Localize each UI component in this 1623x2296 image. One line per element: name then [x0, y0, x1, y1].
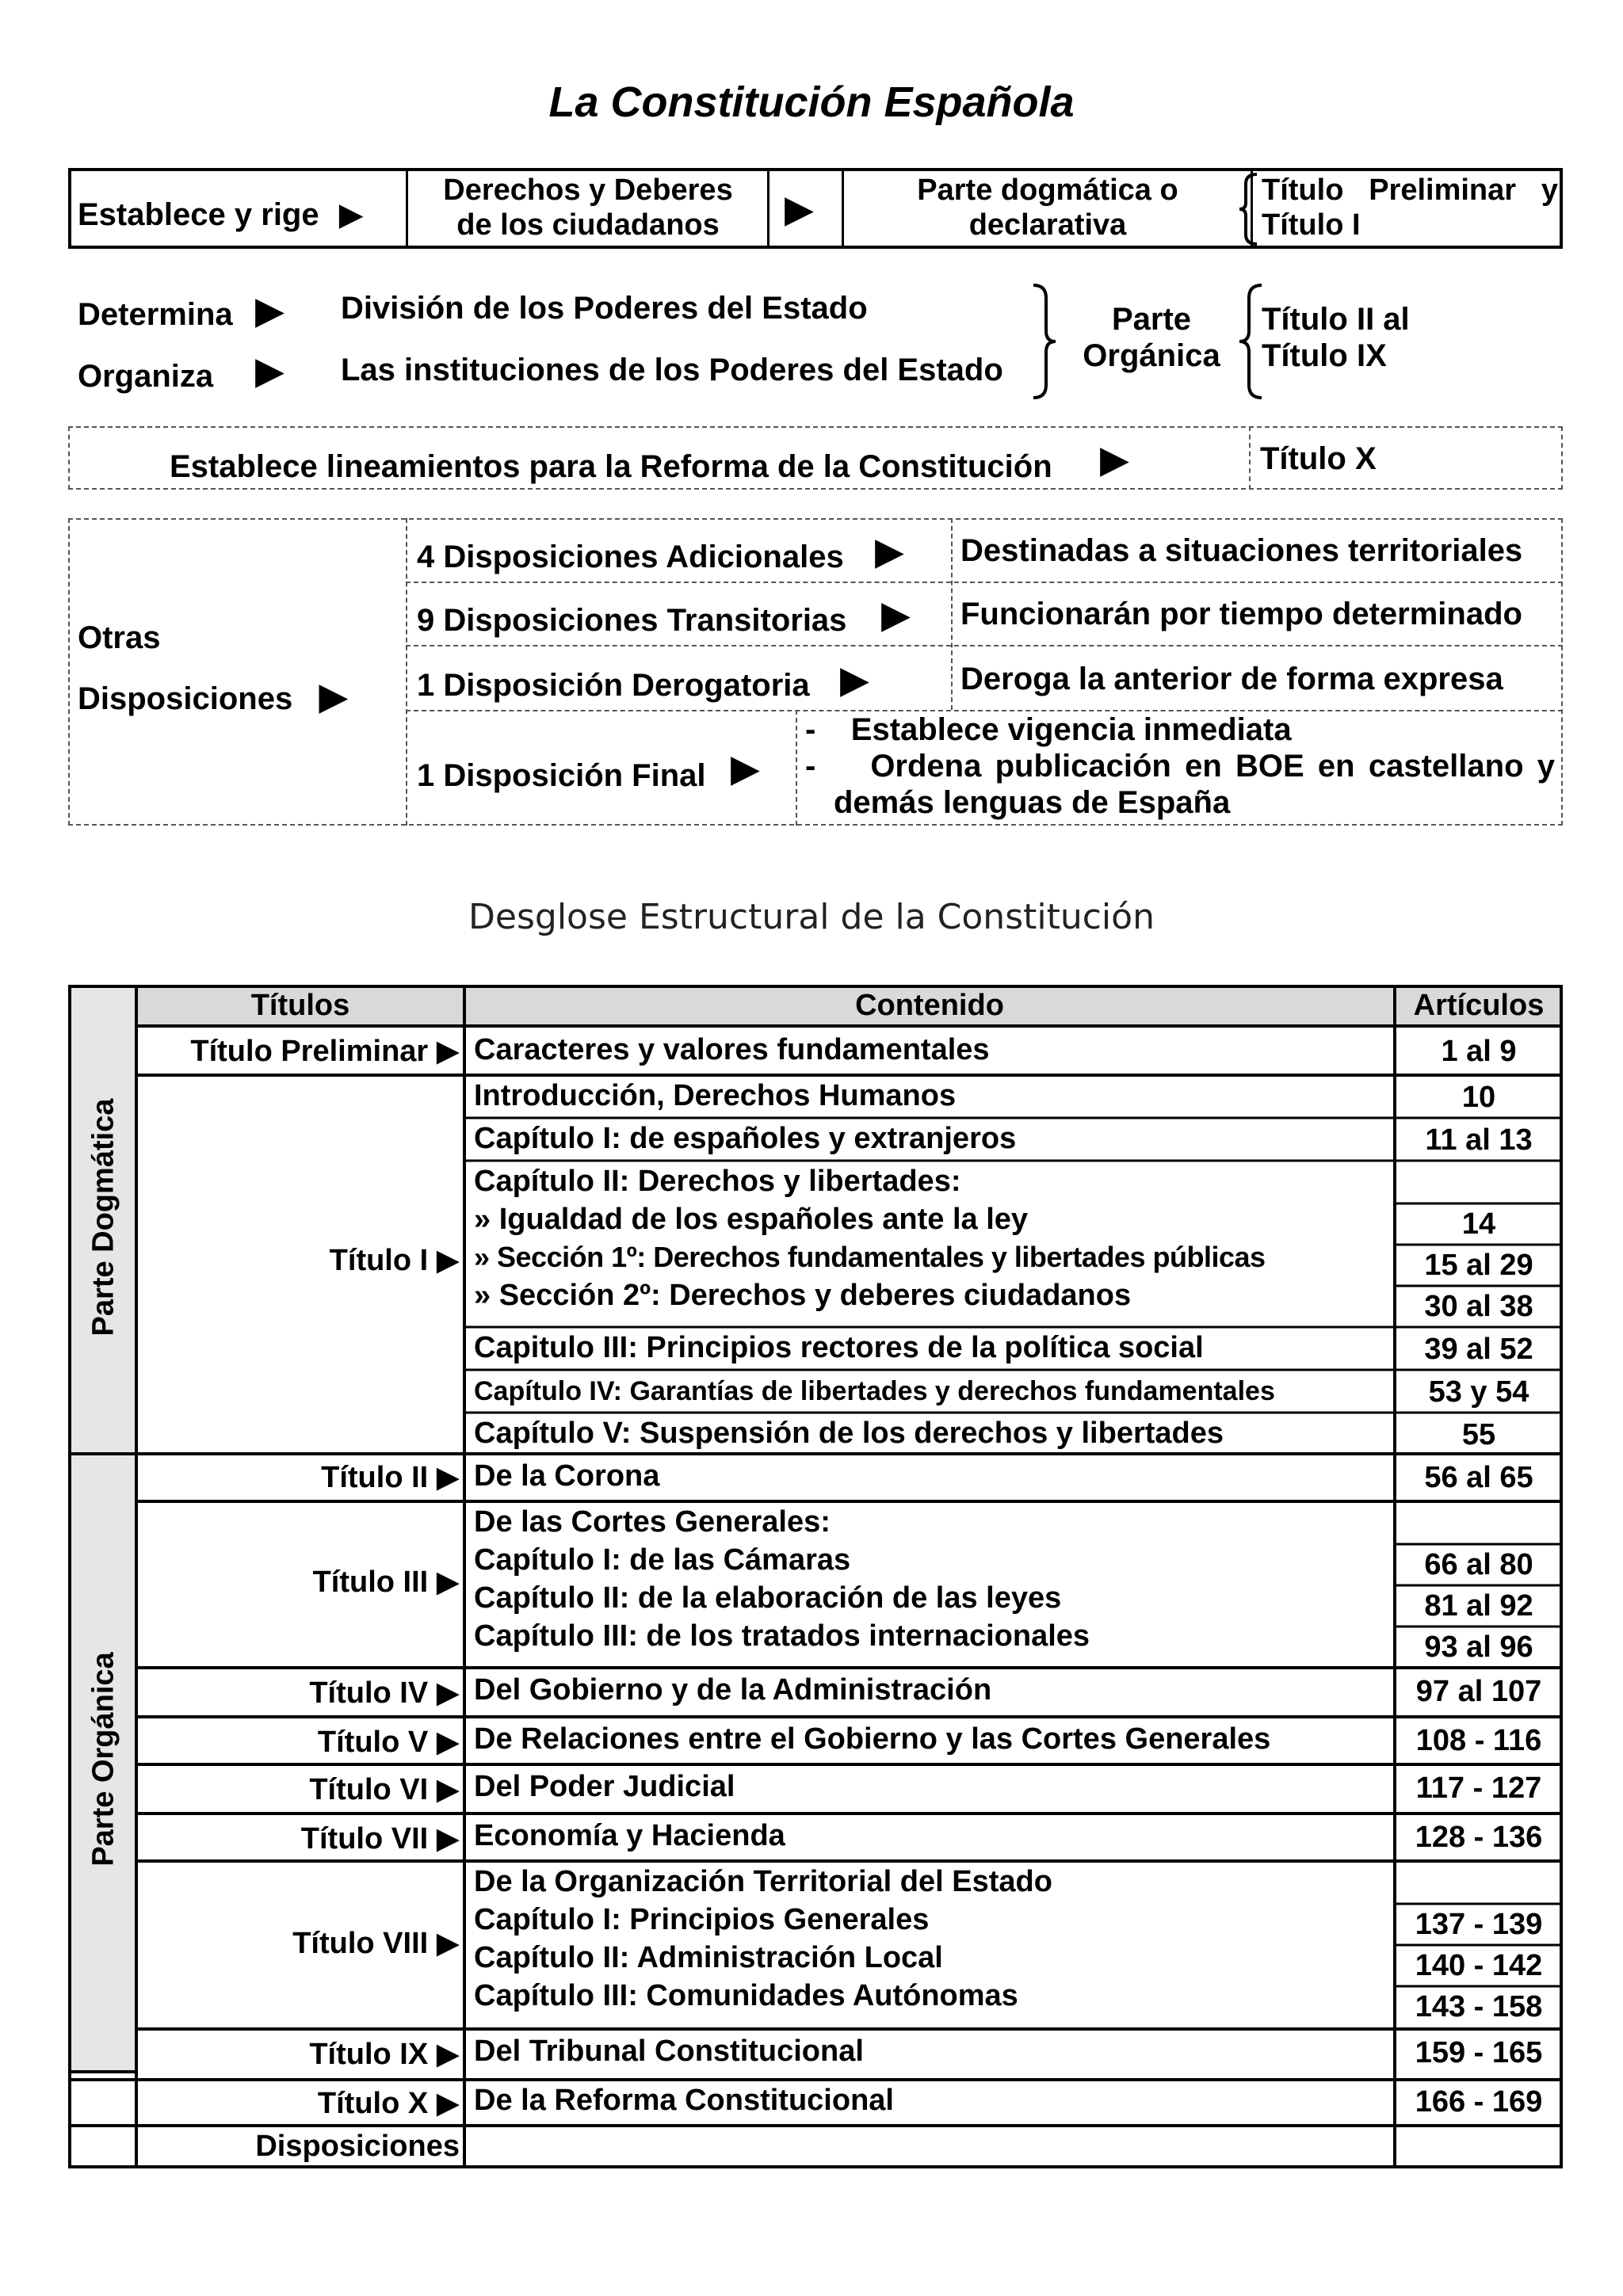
titulo-vi-title: Título VI ▶: [309, 1773, 460, 1806]
otras-label: [78, 620, 161, 656]
t1-c5: Capítulo IV: Garantías de libertades y derechos fundamentales: [474, 1376, 1275, 1406]
t10-contenido: De la Reforma Constitucional: [474, 2084, 894, 2117]
titulo-vii-title: Título VII ▶: [300, 1822, 460, 1855]
arrow-right-icon: ▶: [436, 1822, 460, 1855]
structure-table: [68, 985, 1563, 2168]
arrow-right-icon: ▶: [436, 1461, 460, 1494]
t3-c2: Capítulo II: de la elaboración de las leyes: [474, 1581, 1062, 1615]
header-contenido: Contenido: [855, 989, 1004, 1022]
instituciones-text: Las instituciones de los Poderes del Estado: [341, 353, 1003, 387]
disp-derogatoria: [417, 667, 810, 704]
otras-hline-1: [406, 582, 1563, 583]
titulo-ii-line: Título II al: [1262, 302, 1410, 337]
titulo-iv-title: Título IV ▶: [309, 1676, 460, 1710]
arrow-right-icon: ▶: [436, 2038, 460, 2071]
arrow-right-icon: ▶: [436, 1726, 460, 1759]
disp-adicionales-text: 4 Disposiciones Adicionales: [417, 540, 844, 574]
t1-a6: 55: [1461, 1418, 1496, 1451]
disposiciones-title: Disposiciones: [255, 2130, 460, 2163]
t4-contenido: Del Gobierno y de la Administración: [474, 1673, 992, 1707]
otras-divider-1: [406, 518, 407, 826]
t8-c0: De la Organización Territorial del Estado: [474, 1865, 1052, 1898]
disp-transitorias: [417, 602, 846, 639]
t10-art: 166 - 169: [1415, 2085, 1543, 2119]
disp-derogatoria-text: 1 Disposición Derogatoria: [417, 668, 810, 703]
disp-final-desc: [805, 711, 1555, 821]
titulo-prelim-line1: Título Preliminar y: [1262, 174, 1558, 207]
page-title: La Constitución Española: [548, 78, 1075, 126]
arrow-right-icon: ▶: [436, 1773, 460, 1806]
t5-art: 108 - 116: [1415, 1724, 1542, 1757]
arrow-right-icon: ▶: [881, 594, 911, 636]
group-organica-label: Parte Orgánica: [86, 1652, 120, 1867]
t9-art: 159 - 165: [1415, 2036, 1543, 2069]
titulo-preliminar-title: Título Preliminar ▶: [190, 1035, 460, 1068]
derechos-deberes-cell: [411, 173, 766, 242]
reforma-label: [170, 448, 1052, 485]
parte-line1: Parte: [1111, 302, 1192, 337]
parte-line2: Orgánica: [1083, 338, 1220, 373]
disp-transitorias-text: 9 Disposiciones Transitorias: [417, 603, 847, 638]
arrow-right-icon: ▶: [436, 1676, 460, 1710]
final-desc-line3: demás lenguas de España: [834, 785, 1231, 820]
arrow-right-icon: ▶: [255, 290, 285, 332]
division-poderes-text: División de los Poderes del Estado: [341, 291, 868, 326]
derechos-line2: de los ciudadanos: [456, 208, 720, 242]
section-heading: Desglose Estructural de la Constitución: [468, 897, 1155, 937]
prelim-art: 1 al 9: [1441, 1035, 1517, 1068]
determina-text: Determina: [78, 297, 233, 332]
t1-a1: 10: [1461, 1081, 1496, 1114]
t3-c3: Capítulo III: de los tratados internacionales: [474, 1619, 1090, 1653]
t2-art: 56 al 65: [1424, 1461, 1533, 1494]
titulo-x-label: Título X: [1260, 441, 1377, 476]
titulo-v-title: Título V ▶: [317, 1726, 460, 1759]
t1-c3b: » Sección 1º: Derechos fundamentales y libertades públicas: [474, 1241, 1266, 1273]
arrow-right-icon: ▶: [338, 197, 364, 232]
t2-contenido: De la Corona: [474, 1459, 660, 1493]
arrow-right-icon: ▶: [840, 659, 869, 701]
t1-a5: 53 y 54: [1428, 1375, 1529, 1409]
row1-divider-1: [406, 168, 408, 249]
arrow-right-icon: ▶: [436, 1035, 460, 1068]
t7-contenido: Economía y Hacienda: [474, 1819, 785, 1852]
disp-adicionales-desc: Destinadas a situaciones territoriales: [960, 533, 1523, 568]
establece-text: Establece y rige: [78, 197, 319, 232]
disposiciones-label: [78, 678, 348, 717]
titulo-ii-title: Título II ▶: [321, 1461, 460, 1494]
titulo-i-title: Título I ▶: [329, 1244, 460, 1277]
arrow-right-icon: ▶: [255, 350, 285, 392]
disposiciones-line2: Disposiciones: [78, 681, 293, 716]
titulo-ii-ix-label: [1262, 301, 1410, 374]
t1-c6: Capítulo V: Suspensión de los derechos y libertades: [474, 1417, 1224, 1450]
t1-a3c: 30 al 38: [1424, 1290, 1533, 1323]
disp-final: [417, 757, 706, 794]
titulo-ix-title: Título IX ▶: [309, 2038, 460, 2071]
t8-c3: Capítulo III: Comunidades Autónomas: [474, 1979, 1018, 2012]
t1-a2: 11 al 13: [1425, 1123, 1533, 1157]
determina-label: [78, 296, 233, 333]
t3-a2: 81 al 92: [1424, 1589, 1533, 1623]
t5-contenido: De Relaciones entre el Gobierno y las Cortes Generales: [474, 1722, 1271, 1756]
t8-a1: 137 - 139: [1415, 1908, 1543, 1941]
arrow-right-icon: ▶: [731, 748, 760, 790]
t8-a3: 143 - 158: [1415, 1990, 1543, 2023]
titulo-ix-line: Título IX: [1262, 338, 1387, 373]
header-articulos: Artículos: [1413, 989, 1545, 1022]
t3-c1: Capítulo I: de las Cámaras: [474, 1543, 851, 1577]
reforma-divider: [1249, 426, 1251, 490]
t3-a1: 66 al 80: [1424, 1548, 1533, 1581]
disp-adicionales: [417, 539, 844, 575]
arrow-right-icon: ▶: [436, 1927, 460, 1960]
t8-a2: 140 - 142: [1415, 1949, 1543, 1982]
arrow-right-icon: ▶: [436, 1566, 460, 1599]
t1-c1: Introducción, Derechos Humanos: [474, 1079, 957, 1112]
titulo-preliminar-cell: [1262, 173, 1558, 242]
left-brace-icon: [1236, 171, 1260, 247]
arrow-right-icon: ▶: [1100, 439, 1129, 481]
titulo-iii-title: Título III ▶: [312, 1566, 460, 1599]
final-desc-line2: - Ordena publicación en BOE en castellano y: [805, 749, 1555, 784]
titulo-prelim-line2: Título I: [1262, 208, 1361, 242]
arrow-right-icon: ▶: [785, 189, 814, 231]
establece-label: [78, 196, 364, 233]
header-titulos: Títulos: [250, 989, 350, 1022]
arrow-right-icon: ▶: [875, 531, 904, 573]
t1-a3b: 15 al 29: [1424, 1249, 1533, 1282]
disp-final-text: 1 Disposición Final: [417, 758, 706, 793]
t6-contenido: Del Poder Judicial: [474, 1770, 735, 1803]
parte-organica-label: [1068, 301, 1235, 374]
otras-divider-3: [796, 710, 797, 826]
t6-art: 117 - 127: [1415, 1772, 1542, 1805]
t1-c3c: » Sección 2º: Derechos y deberes ciudadanos: [474, 1279, 1132, 1312]
t1-a4: 39 al 52: [1424, 1333, 1533, 1366]
t1-c3a: » Igualdad de los españoles ante la ley: [474, 1203, 1029, 1236]
final-desc-line1: - Establece vigencia inmediata: [805, 712, 1292, 747]
disp-transitorias-desc: Funcionarán por tiempo determinado: [960, 597, 1522, 631]
t1-c2: Capítulo I: de españoles y extranjeros: [474, 1122, 1017, 1155]
titulo-x-title: Título X ▶: [317, 2087, 460, 2120]
t1-c3: Capítulo II: Derechos y libertades:: [474, 1165, 961, 1198]
reforma-text: Establece lineamientos para la Reforma de la Constitución: [170, 449, 1052, 484]
t4-art: 97 al 107: [1415, 1675, 1542, 1708]
parte-dogmatica-line1: Parte dogmática o: [917, 174, 1178, 207]
titulo-viii-title: Título VIII ▶: [292, 1927, 460, 1960]
t1-a3a: 14: [1461, 1207, 1496, 1241]
arrow-right-icon: ▶: [319, 676, 349, 718]
t1-c4: Capitulo III: Principios rectores de la política social: [474, 1331, 1204, 1364]
t8-c1: Capítulo I: Principios Generales: [474, 1903, 930, 1936]
t3-c0: De las Cortes Generales:: [474, 1505, 831, 1539]
row1-divider-2: [767, 168, 769, 249]
parte-dogmatica-cell: [846, 173, 1249, 242]
otras-divider-2: [951, 518, 953, 710]
arrow-right-icon: ▶: [436, 1244, 460, 1277]
group-dogmatica-label: Parte Dogmática: [86, 1098, 120, 1337]
parte-dogmatica-line2: declarativa: [968, 208, 1127, 242]
organiza-label: [78, 358, 213, 395]
disp-derogatoria-desc: Deroga la anterior de forma expresa: [960, 662, 1503, 696]
t7-art: 128 - 136: [1415, 1821, 1543, 1854]
organiza-text: Organiza: [78, 359, 214, 394]
derechos-line1: Derechos y Deberes: [443, 174, 733, 207]
t9-contenido: Del Tribunal Constitucional: [474, 2035, 864, 2068]
arrow-right-icon: ▶: [436, 2087, 460, 2120]
otras-line1: Otras: [78, 620, 161, 655]
t3-a3: 93 al 96: [1424, 1630, 1533, 1664]
t8-c2: Capítulo II: Administración Local: [474, 1941, 943, 1974]
row1-divider-3: [842, 168, 844, 249]
otras-hline-2: [406, 645, 1563, 646]
prelim-contenido: Caracteres y valores fundamentales: [474, 1033, 990, 1066]
right-brace-icon: [1029, 282, 1060, 401]
